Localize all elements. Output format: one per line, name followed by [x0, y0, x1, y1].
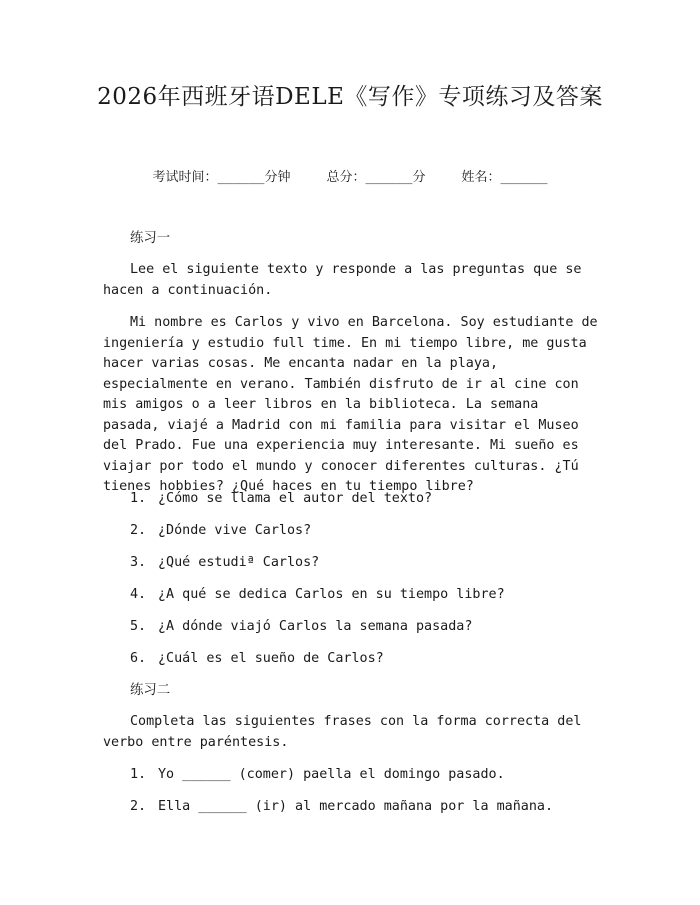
- total-score-label: 总分：______分: [326, 170, 426, 185]
- exercise-1-heading: 练习一: [130, 231, 171, 246]
- exercise-1-question-4: [130, 585, 505, 605]
- exercise-2-question-2: [130, 797, 553, 817]
- exercise-1-question-3: [130, 553, 319, 573]
- question-number: 1.: [130, 767, 147, 782]
- question-text: Ella ______ (ir) al mercado mañana por la mañana.: [158, 799, 554, 814]
- question-number: 3.: [130, 555, 147, 570]
- question-text: ¿Qué estudiª Carlos?: [158, 555, 320, 570]
- exercise-1-question-6: [130, 649, 384, 669]
- question-text: ¿A qué se dedica Carlos en su tiempo libre?: [158, 587, 505, 602]
- question-text: ¿Dónde vive Carlos?: [158, 523, 312, 538]
- question-number: 1.: [130, 491, 147, 506]
- question-number: 2.: [130, 523, 147, 538]
- question-number: 2.: [130, 799, 147, 814]
- question-number: 6.: [130, 651, 147, 666]
- question-text: ¿Cuál es el sueño de Carlos?: [158, 651, 384, 666]
- question-number: 4.: [130, 587, 147, 602]
- question-text: ¿A dónde viajó Carlos la semana pasada?: [158, 619, 473, 634]
- document-title: 2026年西班牙语DELE《写作》专项练习及答案: [97, 84, 603, 110]
- exercise-2-heading: 练习二: [130, 683, 171, 698]
- exercise-2-instruction: Completa las siguientes frases con la forma correcta del verbo entre paréntesis.: [103, 714, 582, 750]
- question-number: 5.: [130, 619, 147, 634]
- exercise-1-question-2: [130, 521, 311, 541]
- exam-meta: [0, 166, 700, 185]
- exam-time-label: 考试时间：______分钟: [152, 170, 291, 185]
- exercise-1-passage: Mi nombre es Carlos y vivo en Barcelona. Soy estudiante de ingeniería y estudio full time. En mi tiempo libre, me gusta hacer varias cosas. Me encanta nadar en la playa, especialmente en verano. También disfruto de ir al cine con mis amigos o a leer libros en la biblioteca. La semana pasada, viajé a Madrid con mi familia para visitar el Museo del Prado. Fue una experiencia muy interesante. Mi sueño es viajar por todo el mundo y conocer diferentes culturas. ¿Tú tienes hobbies? ¿Qué haces en tu tiempo libre?: [103, 315, 598, 494]
- exercise-1-question-5: [130, 617, 472, 637]
- question-text: ¿Cómo se llama el autor del texto?: [158, 491, 433, 506]
- exercise-1-instruction: Lee el siguiente texto y responde a las preguntas que se hacen a continuación.: [103, 262, 582, 298]
- exercise-2-question-1: [130, 765, 505, 785]
- question-text: Yo ______ (comer) paella el domingo pasado.: [158, 767, 505, 782]
- student-name-label: 姓名：______: [461, 170, 548, 185]
- exercise-1-question-1: [130, 489, 432, 509]
